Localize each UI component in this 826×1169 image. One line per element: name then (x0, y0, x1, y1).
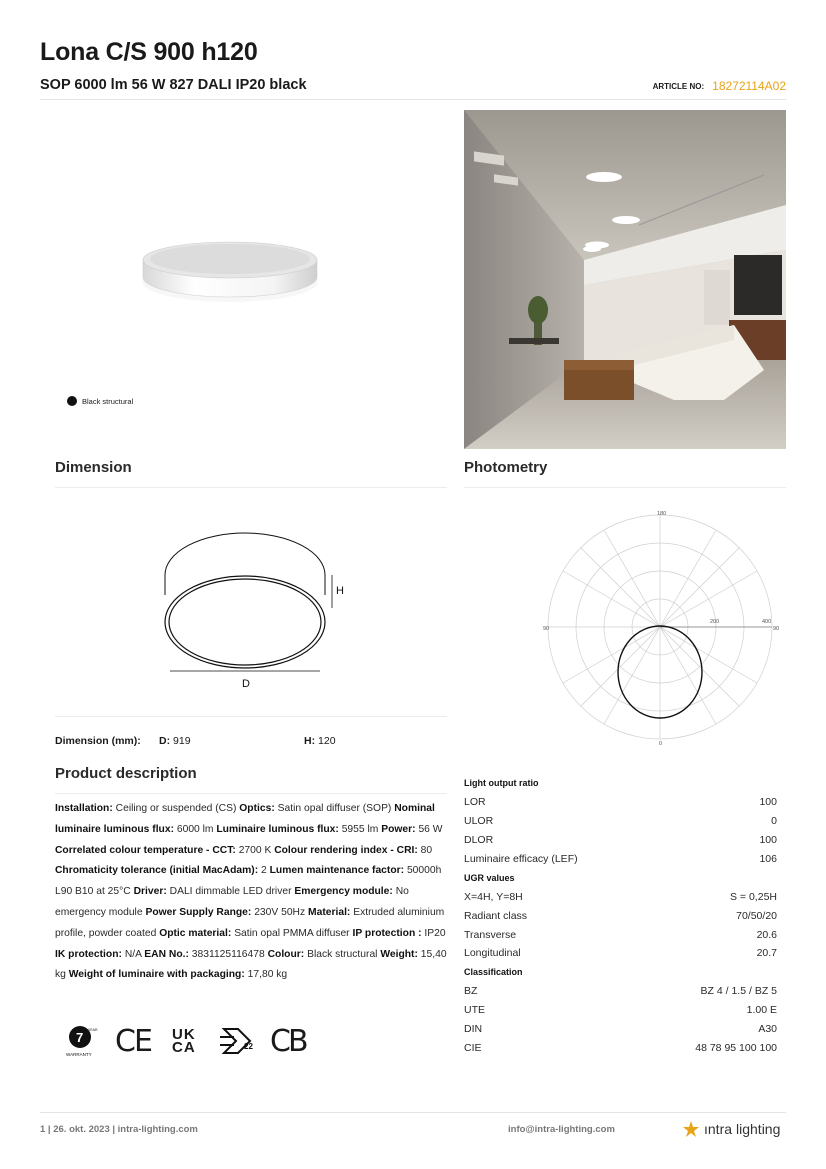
polar-label-top: 180 (657, 511, 667, 517)
description-value: 2700 K (238, 844, 272, 856)
spec-value: S = 0,25H (730, 890, 777, 903)
description-key: Driver: (133, 886, 167, 898)
spec-value: 20.7 (756, 947, 777, 960)
product-description-text (55, 799, 447, 986)
spec-key: DLOR (464, 834, 494, 847)
spec-value: 20.6 (756, 928, 777, 941)
description-value: Satin opal diffuser (SOP) (277, 803, 392, 814)
description-key: Power Supply Range: (145, 906, 252, 918)
polar-diagram (540, 505, 780, 755)
warranty-label: WARRANTY (66, 1052, 92, 1057)
spec-row (464, 850, 777, 869)
description-value: 6000 lm (176, 823, 214, 835)
logo-word-intra: ıntra (704, 1121, 733, 1137)
spec-value: 106 (759, 853, 777, 865)
description-key: Installation: (55, 803, 113, 814)
description-key: IK protection: (55, 948, 122, 960)
enec-number: 22 (244, 1042, 253, 1051)
description-value: 230V 50Hz (254, 906, 306, 918)
dimension-h-label: H (336, 585, 344, 597)
spec-value: 1.00 E (746, 1004, 777, 1017)
description-key: Material: (308, 906, 351, 918)
product-description-divider (55, 793, 447, 794)
spec-key: BZ (464, 985, 478, 998)
spec-row (464, 793, 777, 812)
d-value: 919 (173, 735, 191, 747)
description-key: Weight: (380, 948, 418, 960)
description-value: Satin opal PMMA diffuser (234, 927, 350, 939)
description-key: Power: (381, 823, 416, 835)
spec-key: Radiant class (464, 909, 528, 922)
intra-lighting-logo (682, 1120, 780, 1138)
h-value: 120 (318, 735, 336, 747)
product-subtitle: SOP 6000 lm 56 W 827 DALI IP20 black (40, 77, 307, 93)
description-value: No emergency module (55, 886, 409, 918)
photometry-divider (464, 487, 786, 488)
description-value: 56 W (418, 823, 443, 835)
description-key: Optic material: (159, 927, 232, 939)
ukca-mark (172, 1023, 196, 1059)
spec-row (464, 1020, 777, 1039)
specs-table (464, 774, 777, 1057)
spec-row (464, 944, 777, 963)
description-key: Colour: (267, 948, 305, 960)
dimension-divider (55, 487, 447, 488)
spec-value: A30 (758, 1023, 777, 1036)
description-key: Weight of luminaire with packaging: (68, 969, 245, 981)
spec-value: 0 (771, 815, 777, 828)
warranty-icon (64, 1023, 100, 1059)
spec-key: Longitudinal (464, 947, 521, 960)
spec-row (464, 831, 777, 850)
polar-label-right: 90 (773, 626, 780, 632)
spec-row (464, 812, 777, 831)
description-value: 5955 lm (341, 823, 379, 835)
interior-photo (464, 110, 786, 449)
spec-value: BZ 4 / 1.5 / BZ 5 (700, 985, 777, 998)
spec-row (464, 982, 777, 1001)
enec-icon (216, 1023, 258, 1059)
photometry-heading: Photometry (464, 459, 548, 476)
polar-label-left: 90 (543, 626, 550, 632)
description-value: Black structural (307, 948, 378, 960)
spec-key: UTE (464, 1004, 485, 1017)
description-key: EAN No.: (144, 948, 189, 960)
description-key: Chromaticity tolerance (initial MacAdam): (55, 865, 259, 877)
description-value: Ceiling or suspended (CS) (115, 803, 237, 814)
classification-heading: Classification (464, 967, 523, 978)
polar-scale-400: 400 (762, 619, 772, 625)
polar-scale-200: 200 (710, 619, 720, 625)
product-image (135, 230, 325, 310)
header-divider (40, 99, 786, 100)
description-value: N/A (124, 948, 142, 960)
spec-value: 70/50/20 (736, 909, 777, 922)
description-value: 15,40 kg (55, 948, 447, 981)
dimension-label: Dimension (mm): (55, 735, 141, 747)
d-key: D: (159, 735, 171, 747)
description-value: 17,80 kg (247, 969, 288, 981)
description-value: 2 (261, 865, 267, 877)
spec-key: DIN (464, 1023, 483, 1036)
colour-swatch-label: Black structural (82, 396, 134, 406)
cb-mark: CB (270, 1023, 306, 1059)
dimension-bottom-divider (55, 716, 447, 717)
spec-key: Luminaire efficacy (LEF) (464, 853, 578, 865)
description-key: Optics: (239, 803, 275, 814)
spec-key: ULOR (464, 815, 494, 828)
spec-key: X=4H, Y=8H (464, 890, 523, 903)
warranty-year-small: YEAR (88, 1028, 98, 1032)
article-number: 18272114A02 (712, 79, 786, 93)
spec-value: 100 (759, 796, 777, 809)
dimension-d-label: D (242, 678, 250, 690)
colour-swatch (67, 396, 133, 406)
description-key: Emergency module: (294, 886, 393, 898)
spec-value: 100 (759, 834, 777, 847)
spec-key: Transverse (464, 928, 517, 941)
description-value: 3831125116478 (191, 948, 265, 960)
footer-divider (40, 1112, 786, 1113)
logo-word-lighting: lighting (736, 1121, 781, 1137)
spec-key: LOR (464, 796, 486, 809)
description-value: IP20 (424, 927, 446, 939)
h-key: H: (304, 735, 316, 747)
spec-row (464, 925, 777, 944)
spec-row (464, 1038, 777, 1057)
colour-dot (67, 396, 77, 406)
spec-key: CIE (464, 1041, 482, 1054)
ukca-bottom: CA (172, 1039, 196, 1056)
spec-row (464, 1001, 777, 1020)
ce-mark: CE (115, 1023, 151, 1059)
dimension-heading: Dimension (55, 459, 132, 476)
warranty-years: 7 (76, 1030, 84, 1045)
description-key: Colour rendering index - CRI: (274, 844, 418, 856)
light-output-heading: Light output ratio (464, 778, 539, 789)
star-logo-icon (682, 1120, 700, 1138)
spec-row (464, 887, 777, 906)
description-value: 80 (420, 844, 433, 856)
ugr-heading: UGR values (464, 872, 515, 883)
description-key: Correlated colour temperature - CCT: (55, 844, 236, 856)
article-label: ARTICLE NO: (652, 82, 705, 91)
description-value: Extruded aluminium profile, powder coated (55, 906, 445, 939)
dimension-drawing (160, 525, 360, 695)
footer-email[interactable]: info@intra-lighting.com (508, 1124, 615, 1135)
product-title: Lona C/S 900 h120 (40, 38, 258, 66)
product-description-heading: Product description (55, 765, 197, 782)
spec-row (464, 906, 777, 925)
description-key: Nominal luminaire luminous flux: (55, 803, 435, 835)
article-number-block (653, 79, 786, 93)
description-key: Luminaire luminous flux: (216, 823, 339, 835)
description-value: DALI dimmable LED driver (169, 886, 292, 898)
polar-label-bottom: 0 (659, 741, 663, 747)
description-value: 50000h L90 B10 at 25°C (55, 865, 442, 898)
description-key: IP protection : (352, 927, 422, 939)
footer-page-info: 1 | 26. okt. 2023 | intra-lighting.com (40, 1124, 198, 1135)
ukca-top: UK (172, 1026, 196, 1043)
dimension-d-value (159, 735, 191, 747)
dimension-h-value (304, 735, 336, 747)
spec-value: 48 78 95 100 100 (695, 1041, 777, 1054)
description-key: Lumen maintenance factor: (269, 865, 405, 877)
